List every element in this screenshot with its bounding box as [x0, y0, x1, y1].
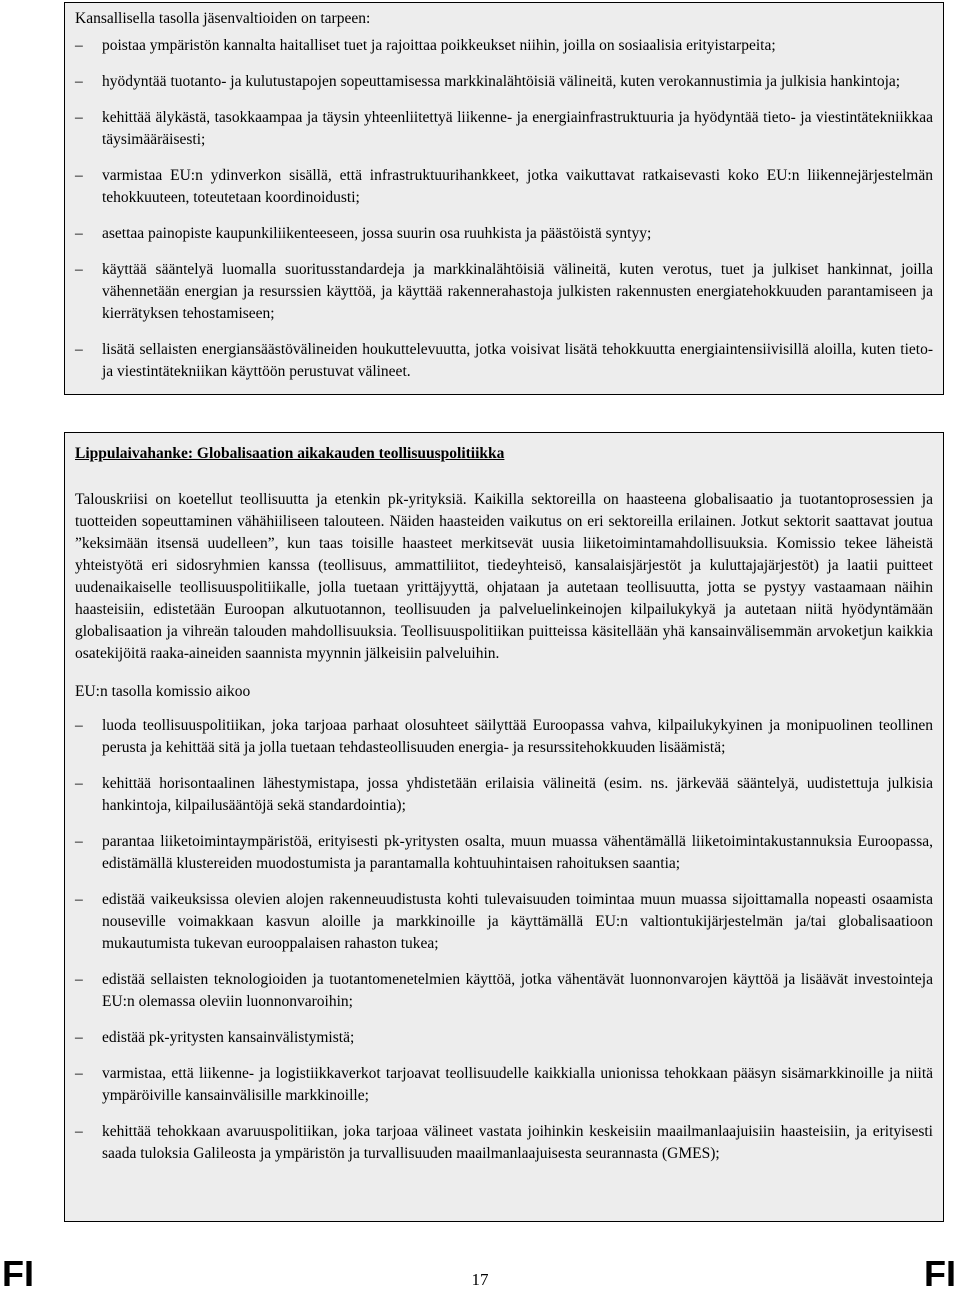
flagship-paragraph: Talouskriisi on koetellut teollisuutta ja etenkin pk-yrityksiä. Kaikilla sektoreilla on haasteena globalisaatio ja tuotantoprosessien ja tuotteiden sopeuttaminen vähähiiliseen talouteen. Näiden haasteiden vaikutus on eri sektoreilla erilainen. Jotkut sektorit saattavat joutua ”keksimään itsensä uudelleen”, kun taas toisille haasteet merkitsevät uusia liiketoimintamahdollisuuksia. Komissio tekee läheistä yhteistyötä eri sidosryhmien kanssa (teollisuus, ammattiliitot, tiedeyhteisö, kansalaisjärjestöt ja kuluttajajärjestöt) ja laatii puitteet uudenaikaiselle teollisuuspolitiikalle, jolla tuetaan yrittäjyyttä, ohjataan ja autetaan teollisuutta, jotta se pystyy vastaamaan näihin haasteisiin, edistetään Euroopan alkutuotannon, teollisuuden ja palveluelinkeinojen kilpailukykyä ja autetaan niitä hyödyntämään globalisaation ja vihreän talouden mahdollisuuksia. Teollisuuspolitiikan puitteissa käsitellään yhä kansainvälisemmän arvoketjun kaikkia osatekijöitä raaka-aineiden saannista myynnin jälkeisiin palveluihin.	[75, 491, 933, 662]
list-item: – lisätä sellaisten energiansäästövälineiden houkuttelevuutta, jotka voisivat lisätä tehokkuutta energiaintensiivisillä aloilla, kuten tieto- ja viestintätekniikan käyttöön perustuvat välineet.	[75, 339, 933, 383]
list-item: – kehittää horisontaalinen lähestymistapa, jossa yhdistetään erilaisia välineitä (esim. ns. järkevää sääntelyä, uudistettuja julkisia hankintoja, kilpailusääntöjä sekä standardointia);	[75, 773, 933, 817]
list-item: – kehittää älykästä, tasokkaampaa ja täysin yhteenliitettyä liikenne- ja energiainfrastruktuuria ja hyödyntää tieto- ja viestintätekniikkaa täysimääräisesti;	[75, 107, 933, 151]
list-item: – kehittää tehokkaan avaruuspolitiikan, joka tarjoaa välineet vastata joihinkin keskeisiin maailmanlaajuisiin haasteisiin, ja erityisesti saada tuloksia Galileosta ja ympäristön ja turvallisuuden maailmanlaajuisesta seurannasta (GMES);	[75, 1121, 933, 1165]
list-item: – edistää pk-yritysten kansainvälistymistä;	[75, 1027, 933, 1049]
box1-list	[75, 35, 933, 383]
flagship-heading: Lippulaivahanke: Globalisaation aikakauden teollisuuspolitiikka	[75, 445, 505, 462]
page-number: 17	[471, 1270, 489, 1289]
flagship-initiative-box	[64, 432, 944, 1222]
member-state-measures-box	[64, 2, 944, 395]
list-item: – käyttää sääntelyä luomalla suoritusstandardeja ja markkinalähtöisiä välineitä, kuten verotus, tuet ja julkiset hankinnat, joilla vähennetään energian ja resurssien käyttöä, ja käyttää rakennerahastoja julkisten rakennusten energiatehokkuuden parantamiseen ja kierrätyksen tehostamiseen;	[75, 259, 933, 325]
box2-list	[75, 715, 933, 1165]
footer-language-left: FI	[2, 1253, 34, 1294]
eu-level-intro: EU:n tasolla komissio aikoo	[75, 683, 251, 700]
list-item: – varmistaa, että liikenne- ja logistiikkaverkot tarjoavat teollisuudelle kaikkialla unionissa tehokkaan pääsyn sisämarkkinoille ja niitä ympäröiville kansainvälisille markkinoille;	[75, 1063, 933, 1107]
list-item: – poistaa ympäristön kannalta haitalliset tuet ja rajoittaa poikkeukset niihin, joilla on sosiaalisia erityistarpeita;	[75, 35, 933, 57]
list-item: – edistää vaikeuksissa olevien alojen rakenneuudistusta kohti tulevaisuuden toimintaa muun muassa sijoittamalla nopeasti osaamista nouseville voimakkaan kasvun aloille ja markkinoille ja käyttämällä EU:n valtiontukijärjestelmän ja/tai globalisaatioon mukautumista tukevan eurooppalaisen rahaston tukea;	[75, 889, 933, 955]
list-item: – luoda teollisuuspolitiikan, joka tarjoaa parhaat olosuhteet säilyttää Euroopassa vahva, kilpailukykyinen ja monipuolinen teollinen perusta ja kehittää sitä ja jolla tuetaan tehdasteollisuuden energia- ja resurssitehokkuuden lisäämistä;	[75, 715, 933, 759]
list-item: – edistää sellaisten teknologioiden ja tuotantomenetelmien käyttöä, jotka vähentävät luonnonvarojen käyttöä ja lisäävät investointeja EU:n olemassa oleviin luonnonvaroihin;	[75, 969, 933, 1013]
list-item: – varmistaa EU:n ydinverkon sisällä, että infrastruktuurihankkeet, jotka vaikuttavat ratkaisevasti koko EU:n liikennejärjestelmän tehokkuuteen, toteutetaan koordinoidusti;	[75, 165, 933, 209]
box1-intro: Kansallisella tasolla jäsenvaltioiden on tarpeen:	[75, 10, 371, 27]
list-item: – parantaa liiketoimintaympäristöä, erityisesti pk-yritysten osalta, muun muassa vähentämällä liiketoimintakustannuksia Euroopassa, edistämällä klustereiden muodostumista ja parantamalla kohtuuhintaisen rahoituksen saantia;	[75, 831, 933, 875]
list-item: – asettaa painopiste kaupunkiliikenteeseen, jossa suurin osa ruuhkista ja päästöistä syntyy;	[75, 223, 933, 245]
list-item: – hyödyntää tuotanto- ja kulutustapojen sopeuttamisessa markkinalähtöisiä välineitä, kuten verokannustimia ja julkisia hankintoja;	[75, 71, 933, 93]
footer-language-right: FI	[924, 1253, 956, 1294]
